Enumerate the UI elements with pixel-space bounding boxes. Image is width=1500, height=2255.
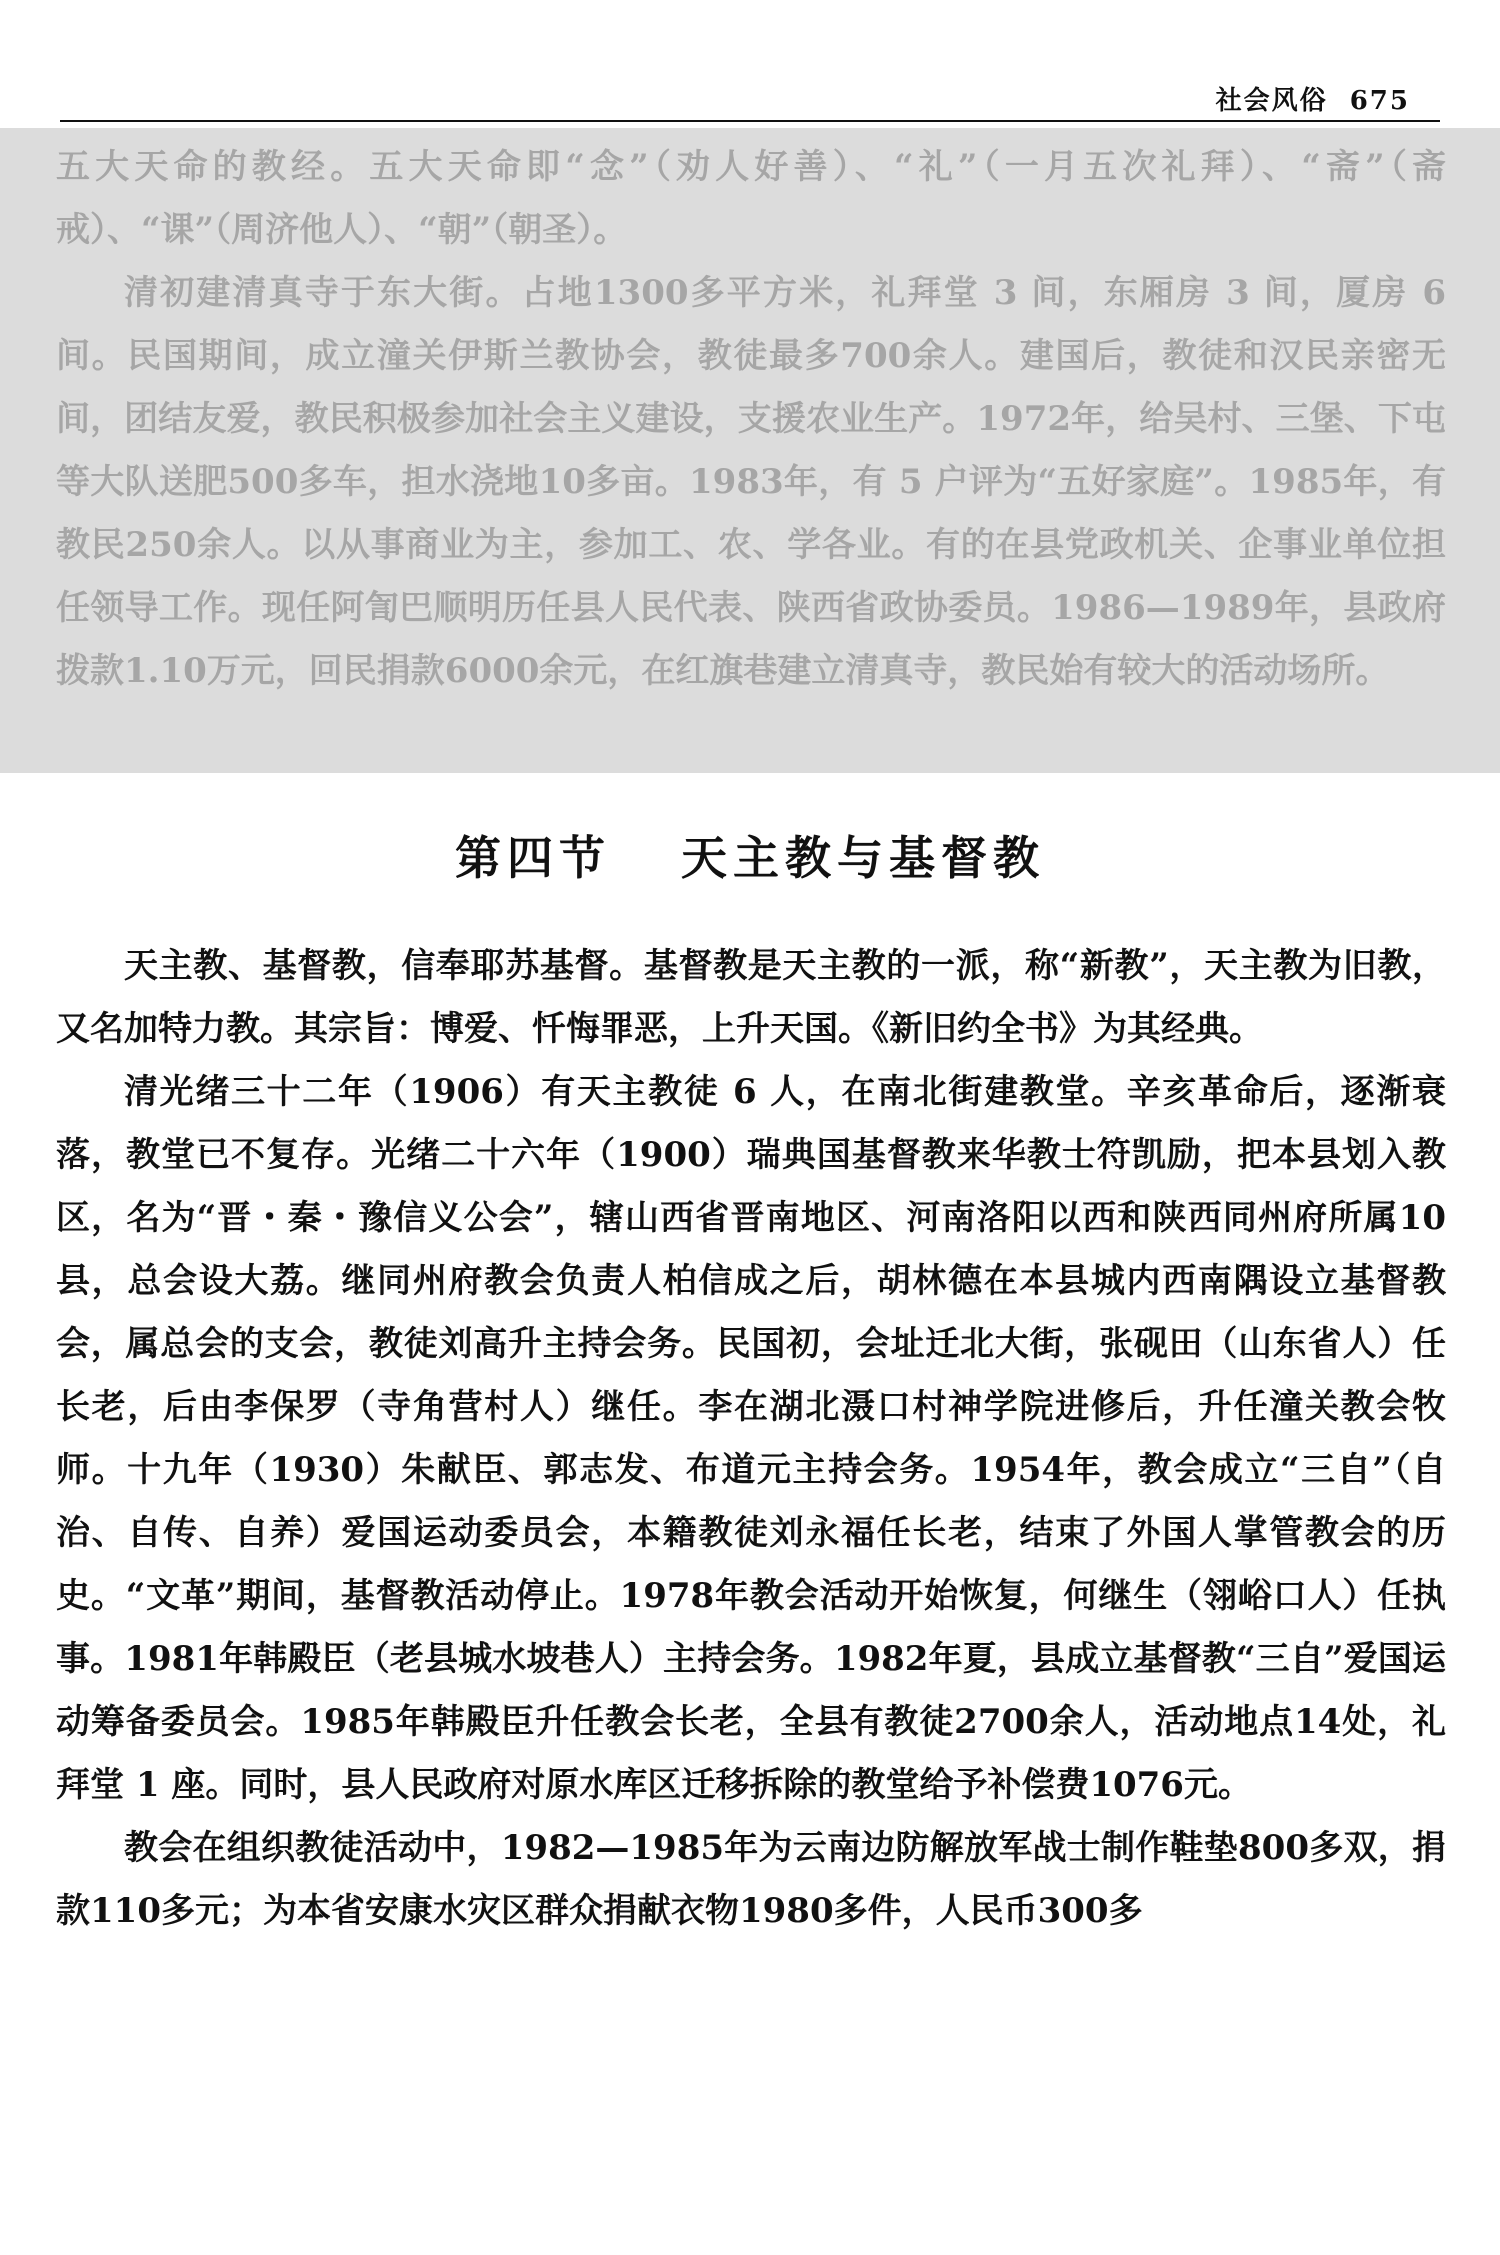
section-number: 第四节 [455, 831, 611, 885]
shaded-text-block [56, 136, 1446, 703]
page-number: 675 [1349, 86, 1410, 116]
section-title: 天主教与基督教 [681, 831, 1045, 885]
section-heading [0, 822, 1500, 888]
paragraph: 天主教、基督教，信奉耶苏基督。基督教是天主教的一派，称“新教”，天主教为旧教，又名加特力教。其宗旨：博爱、忏悔罪恶，上升天国。《新旧约全书》为其经典。 [56, 946, 1446, 1049]
header-label [1216, 80, 1410, 117]
paragraph: 五大天命的教经。五大天命即“念”（劝人好善）、“礼”（一月五次礼拜）、“斋”（斋戒）、“课”（周济他人）、“朝”（朝圣）。 [56, 147, 1446, 250]
paragraph: 清光绪三十二年（1906）有天主教徒 6 人，在南北街建教堂。辛亥革命后，逐渐衰落，教堂已不复存。光绪二十六年（1900）瑞典国基督教来华教士符凯励，把本县划入教区，名为“晋・秦・豫信义公会”，辖山西省晋南地区、河南洛阳以西和陕西同州府所属10县，总会设大荔。继同州府教会负责人柏信成之后，胡林德在本县城内西南隅设立基督教会，属总会的支会，教徒刘高升主持会务。民国初，会址迁北大街，张砚田（山东省人）任长老，后由李保罗（寺角营村人）继任。李在湖北滠口村神学院进修后，升任潼关教会牧师。十九年（1930）朱献臣、郭志发、布道元主持会务。1954年，教会成立“三自”（自治、自传、自养）爱国运动委员会，本籍教徒刘永福任长老，结束了外国人掌管教会的历史。“文革”期间，基督教活动停止。1978年教会活动开始恢复，何继生（翎峪口人）任执事。1981年韩殿臣（老县城水坡巷人）主持会务。1982年夏，县成立基督教“三自”爱国运动筹备委员会。1985年韩殿臣升任教会长老，全县有教徒2700余人，活动地点14处，礼拜堂 1 座。同时，县人民政府对原水库区迁移拆除的教堂给予补偿费1076元。 [56, 1072, 1446, 1805]
paragraph: 清初建清真寺于东大街。占地1300多平方米，礼拜堂 3 间，东厢房 3 间，厦房 6 间。民国期间，成立潼关伊斯兰教协会，教徒最多700余人。建国后，教徒和汉民亲密无间，团结友爱，教民积极参加社会主义建设，支援农业生产。1972年，给吴村、三堡、下屯等大队送肥500多车，担水浇地10多亩。1983年，有 5 户评为“五好家庭”。1985年，有教民250余人。以从事商业为主，参加工、农、学各业。有的在县党政机关、企事业单位担任领导工作。现任阿訇巴顺明历任县人民代表、陕西省政协委员。1986—1989年，县政府拨款1.10万元，回民捐款6000余元，在红旗巷建立清真寺，教民始有较大的活动场所。 [56, 273, 1447, 691]
paragraph: 教会在组织教徒活动中，1982—1985年为云南边防解放军战士制作鞋垫800多双，捐款110多元；为本省安康水灾区群众捐献衣物1980多件，人民币300多 [56, 1828, 1446, 1931]
main-text-block [56, 935, 1446, 1943]
header-section: 社会风俗 [1215, 86, 1328, 116]
running-header [60, 80, 1440, 122]
